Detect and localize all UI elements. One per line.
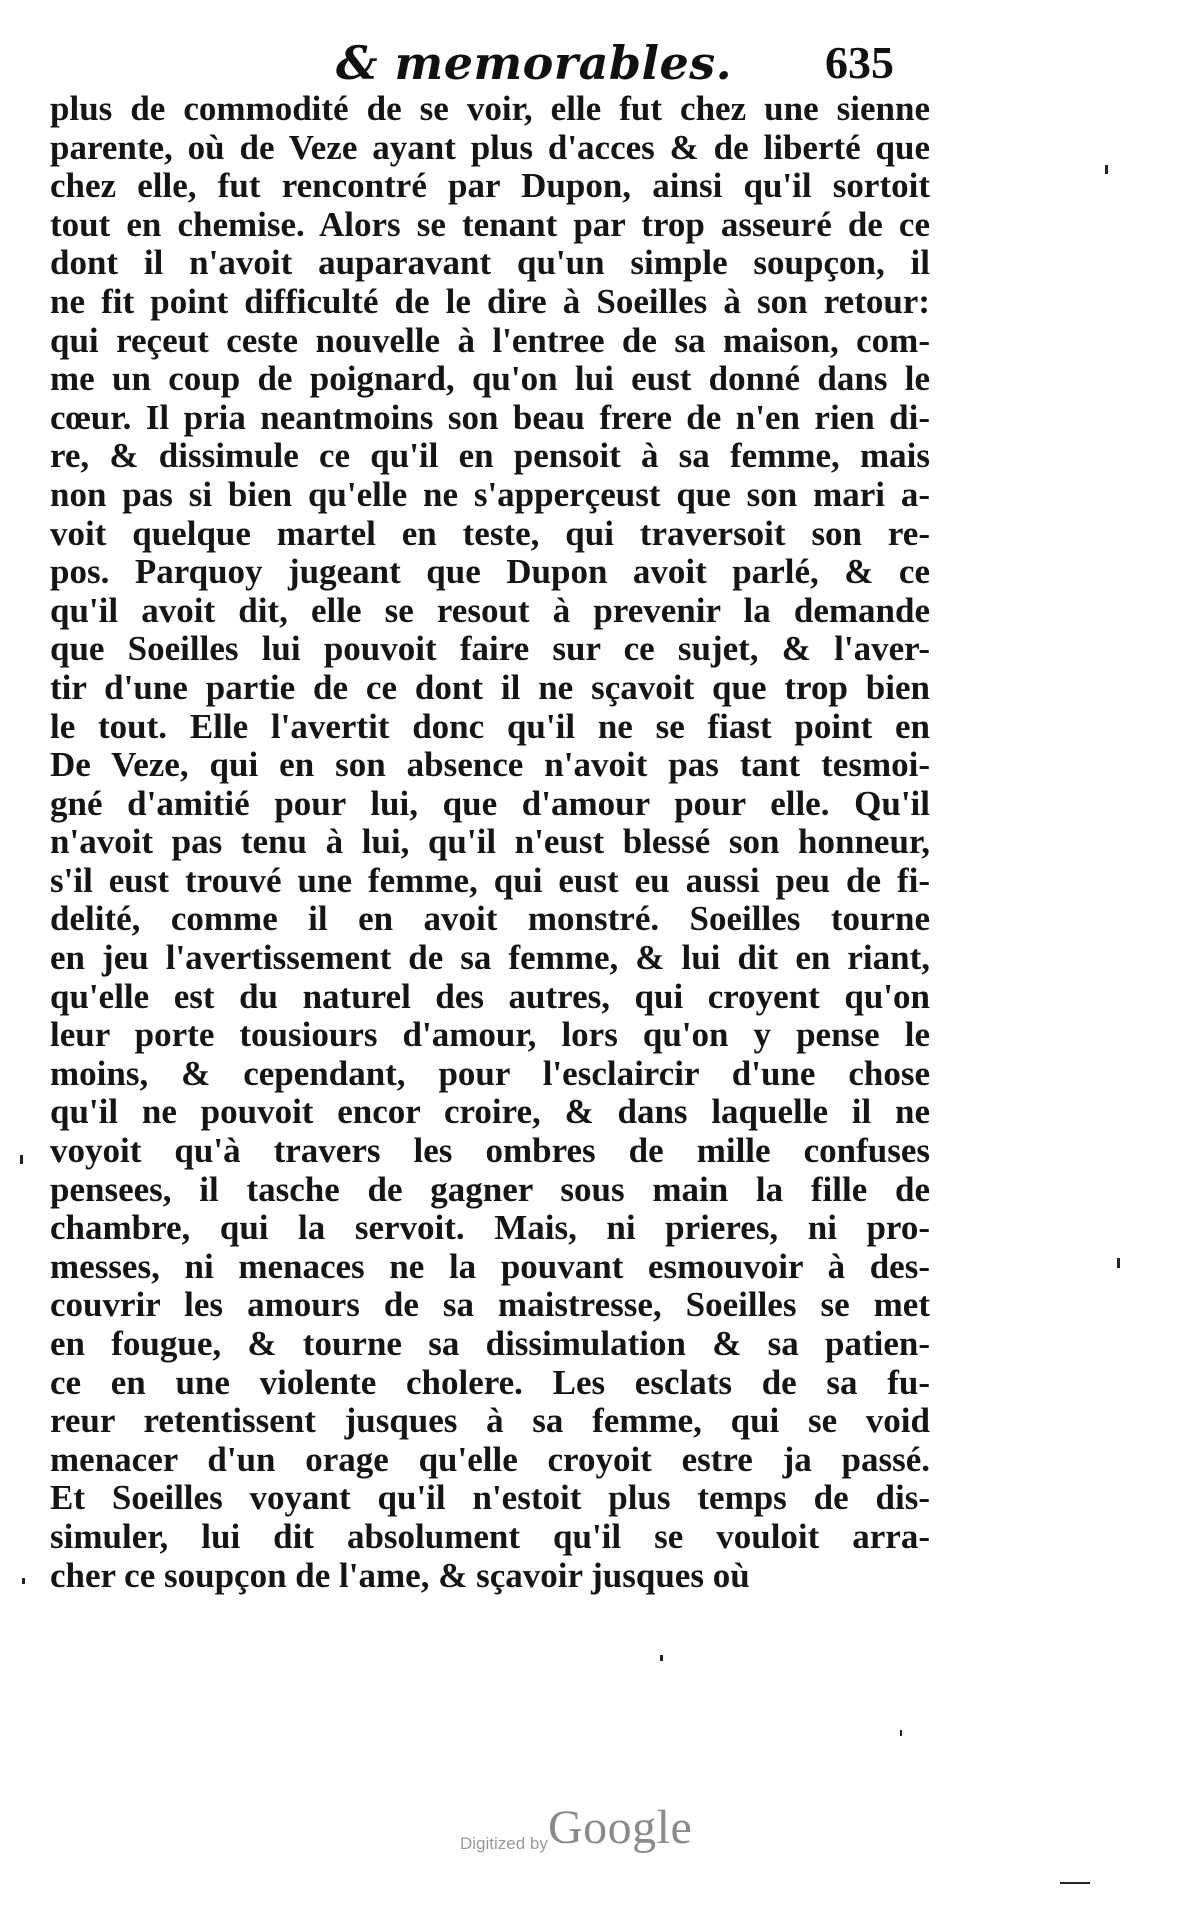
text-line: en jeu l'avertissement de sa femme, & lui dit en riant, bbox=[50, 938, 930, 978]
text-line: cher ce soupçon de l'ame, & sçavoir jusques où bbox=[50, 1555, 750, 1595]
text-line: qu'elle est du naturel des autres, qui croyent qu'on bbox=[50, 976, 930, 1016]
text-line: couvrir les amours de sa maistresse, Soeilles se met bbox=[50, 1285, 930, 1325]
text-line: ce en une violente cholere. Les esclats de sa fu- bbox=[50, 1362, 930, 1402]
text-line: reur retentissent jusques à sa femme, qui se void bbox=[50, 1401, 930, 1441]
text-line: simuler, lui dit absolument qu'il se vouloit arra- bbox=[50, 1516, 930, 1556]
text-line: voit quelque martel en teste, qui traversoit son re- bbox=[50, 513, 930, 553]
text-line: re, & dissimule ce qu'il en pensoit à sa femme, mais bbox=[50, 436, 930, 476]
text-line: me un coup de poignard, qu'on lui eust donné dans le bbox=[50, 359, 930, 399]
text-line: gné d'amitié pour lui, que d'amour pour elle. Qu'il bbox=[50, 783, 930, 823]
text-line: pos. Parquoy jugeant que Dupon avoit parlé, & ce bbox=[50, 552, 930, 592]
text-line: le tout. Elle l'avertit donc qu'il ne se fiast point en bbox=[50, 706, 930, 746]
text-line: tir d'une partie de ce dont il ne sçavoit que trop bien bbox=[50, 667, 930, 707]
text-line: messes, ni menaces ne la pouvant esmouvoir à des- bbox=[50, 1246, 930, 1286]
page-number: 635 bbox=[825, 37, 894, 88]
text-line: chez elle, fut rencontré par Dupon, ainsi qu'il sortoit bbox=[50, 166, 930, 206]
text-line: pensees, il tasche de gagner sous main la fille de bbox=[50, 1169, 930, 1209]
text-line: s'il eust trouvé une femme, qui eust eu aussi peu de fi- bbox=[50, 860, 930, 900]
body-text bbox=[50, 90, 930, 1595]
digitization-watermark bbox=[460, 1800, 740, 1860]
text-line: Et Soeilles voyant qu'il n'estoit plus temps de dis- bbox=[50, 1478, 930, 1518]
google-logo: Google bbox=[548, 1801, 693, 1854]
text-line: delité, comme il en avoit monstré. Soeilles tourne bbox=[50, 899, 930, 939]
text-line: en fougue, & tourne sa dissimulation & sa patien- bbox=[50, 1324, 930, 1363]
text-line: leur porte tousiours d'amour, lors qu'on y pense le bbox=[50, 1015, 930, 1055]
text-line: parente, où de Veze ayant plus d'acces & de liberté que bbox=[50, 127, 930, 167]
text-line: menacer d'un orage qu'elle croyoit estre ja passé. bbox=[50, 1439, 930, 1479]
text-line: qu'il avoit dit, elle se resout à prevenir la demande bbox=[50, 590, 930, 630]
text-line: plus de commodité de se voir, elle fut chez une sienne bbox=[50, 89, 930, 128]
text-line: dont il n'avoit auparavant qu'un simple soupçon, il bbox=[50, 243, 930, 283]
text-line: cœur. Il pria neantmoins son beau frere de n'en rien di- bbox=[50, 397, 930, 437]
text-line: qui reçeut ceste nouvelle à l'entree de sa maison, com- bbox=[50, 320, 930, 360]
text-line: chambre, qui la servoit. Mais, ni prieres, ni pro- bbox=[50, 1208, 930, 1248]
text-line: qu'il ne pouvoit encor croire, & dans laquelle il ne bbox=[50, 1092, 930, 1132]
text-line: moins, & cependant, pour l'esclaircir d'une chose bbox=[50, 1053, 930, 1093]
text-line: tout en chemise. Alors se tenant par trop asseuré de ce bbox=[50, 204, 930, 244]
running-head bbox=[320, 18, 940, 98]
text-line: non pas si bien qu'elle ne s'apperçeust que son mari a- bbox=[50, 474, 930, 514]
text-line: ne fit point difficulté de le dire à Soeilles à son retour: bbox=[50, 281, 930, 321]
digitized-by-label: Digitized by bbox=[460, 1834, 548, 1853]
text-line: De Veze, qui en son absence n'avoit pas tant tesmoi- bbox=[50, 745, 930, 785]
scan-mark bbox=[1060, 1882, 1090, 1884]
text-line: que Soeilles lui pouvoit faire sur ce sujet, & l'aver- bbox=[50, 629, 930, 669]
text-line: voyoit qu'à travers les ombres de mille confuses bbox=[50, 1131, 930, 1171]
running-title: & memorables. bbox=[336, 36, 733, 90]
text-line: n'avoit pas tenu à lui, qu'il n'eust blessé son honneur, bbox=[50, 822, 930, 862]
